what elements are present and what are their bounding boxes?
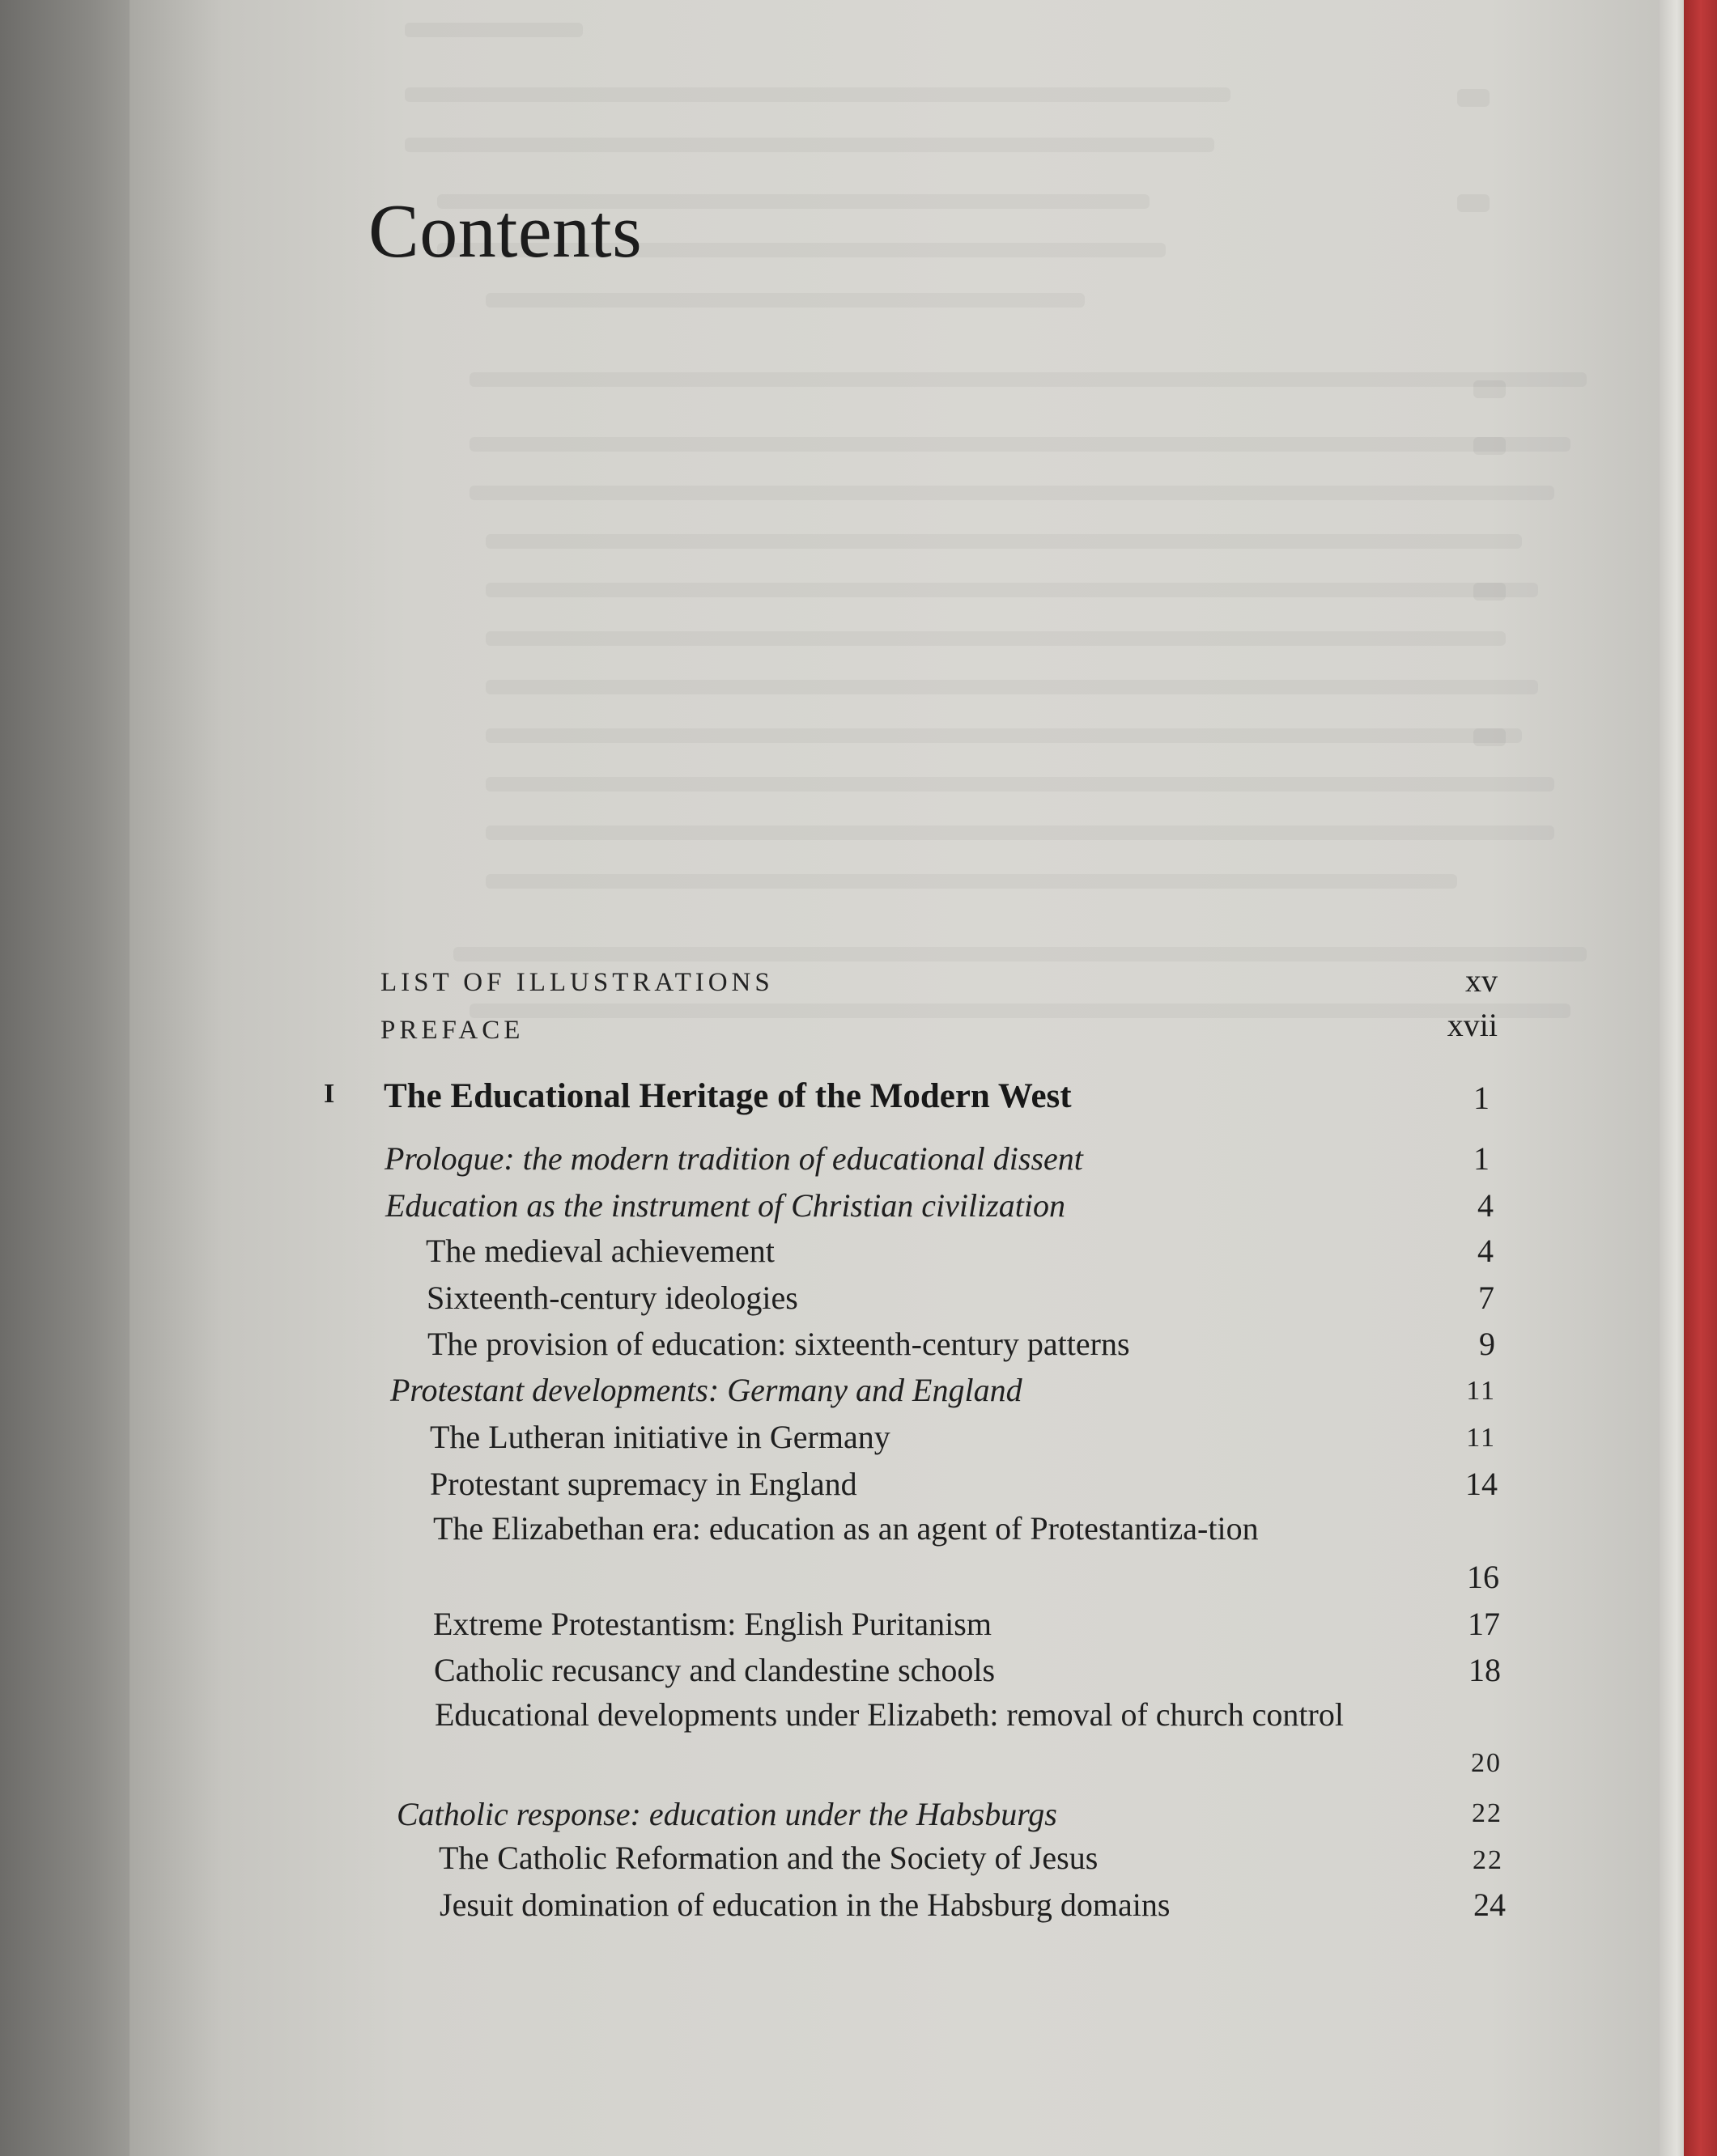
toc-section-education-instrument[interactable]: Education as the instrument of Christian civilization xyxy=(385,1187,1065,1224)
toc-subsection-provision[interactable]: The provision of education: sixteenth-century patterns xyxy=(427,1326,1130,1362)
toc-section-protestant[interactable]: Protestant developments: Germany and England xyxy=(390,1372,1022,1408)
toc-page-number: 18 xyxy=(1468,1652,1501,1688)
toc-page-number: 22 xyxy=(1472,1798,1502,1828)
toc-page-number: 17 xyxy=(1468,1606,1500,1642)
chapter-number: I xyxy=(324,1079,335,1109)
chapter-page-number: 1 xyxy=(1473,1080,1490,1116)
chapter-title[interactable]: The Educational Heritage of the Modern West xyxy=(384,1077,1072,1115)
toc-section-prologue[interactable]: Prologue: the modern tradition of educational dissent xyxy=(385,1140,1083,1177)
toc-page-number: 7 xyxy=(1478,1280,1494,1316)
toc-subsection-medieval[interactable]: The medieval achievement xyxy=(426,1233,775,1269)
front-matter-preface[interactable]: PREFACE xyxy=(380,1016,525,1045)
toc-subsection-lutheran[interactable]: The Lutheran initiative in Germany xyxy=(430,1419,890,1455)
toc-page-number: 11 xyxy=(1466,1423,1496,1453)
toc-subsection-puritanism[interactable]: Extreme Protestantism: English Puritanism xyxy=(433,1606,992,1642)
page-edge xyxy=(1660,0,1684,2156)
front-matter-list-of-illustrations[interactable]: LIST OF ILLUSTRATIONS xyxy=(380,968,774,997)
toc-page-number: 20 xyxy=(1471,1748,1502,1778)
toc-subsection-jesuit-domination[interactable]: Jesuit domination of education in the Habsburg domains xyxy=(440,1886,1171,1923)
toc-page-number: 9 xyxy=(1479,1326,1495,1362)
toc-page-number: 22 xyxy=(1473,1845,1503,1875)
toc-page-number: 16 xyxy=(1467,1559,1499,1595)
toc-page-number: 1 xyxy=(1473,1140,1490,1177)
front-matter-page-number: xvii xyxy=(1447,1007,1498,1043)
toc-page-number: 24 xyxy=(1473,1886,1506,1923)
red-book-cover-edge xyxy=(1684,0,1717,2156)
toc-subsection-society-of-jesus[interactable]: The Catholic Reformation and the Society of Jesus xyxy=(439,1840,1099,1876)
toc-subsection-elizabethan[interactable]: The Elizabethan era: education as an agent of Protestantiza-tion xyxy=(433,1510,1259,1547)
toc-section-catholic-response[interactable]: Catholic response: education under the Habsburgs xyxy=(397,1796,1057,1832)
toc-page-number: 4 xyxy=(1477,1187,1494,1224)
book-gutter-shadow xyxy=(0,0,150,2156)
front-matter-page-number: xv xyxy=(1465,962,1498,999)
page-title: Contents xyxy=(368,189,643,274)
toc-page-number: 11 xyxy=(1466,1376,1496,1406)
toc-subsection-recusancy[interactable]: Catholic recusancy and clandestine schools xyxy=(434,1652,996,1688)
toc-subsection-removal-of-church-control[interactable]: Educational developments under Elizabeth: removal of church control xyxy=(435,1696,1344,1733)
toc-subsection-supremacy[interactable]: Protestant supremacy in England xyxy=(430,1466,857,1502)
toc-subsection-ideologies[interactable]: Sixteenth-century ideologies xyxy=(427,1280,798,1316)
toc-page-number: 4 xyxy=(1477,1233,1494,1269)
toc-page-number: 14 xyxy=(1465,1466,1498,1502)
